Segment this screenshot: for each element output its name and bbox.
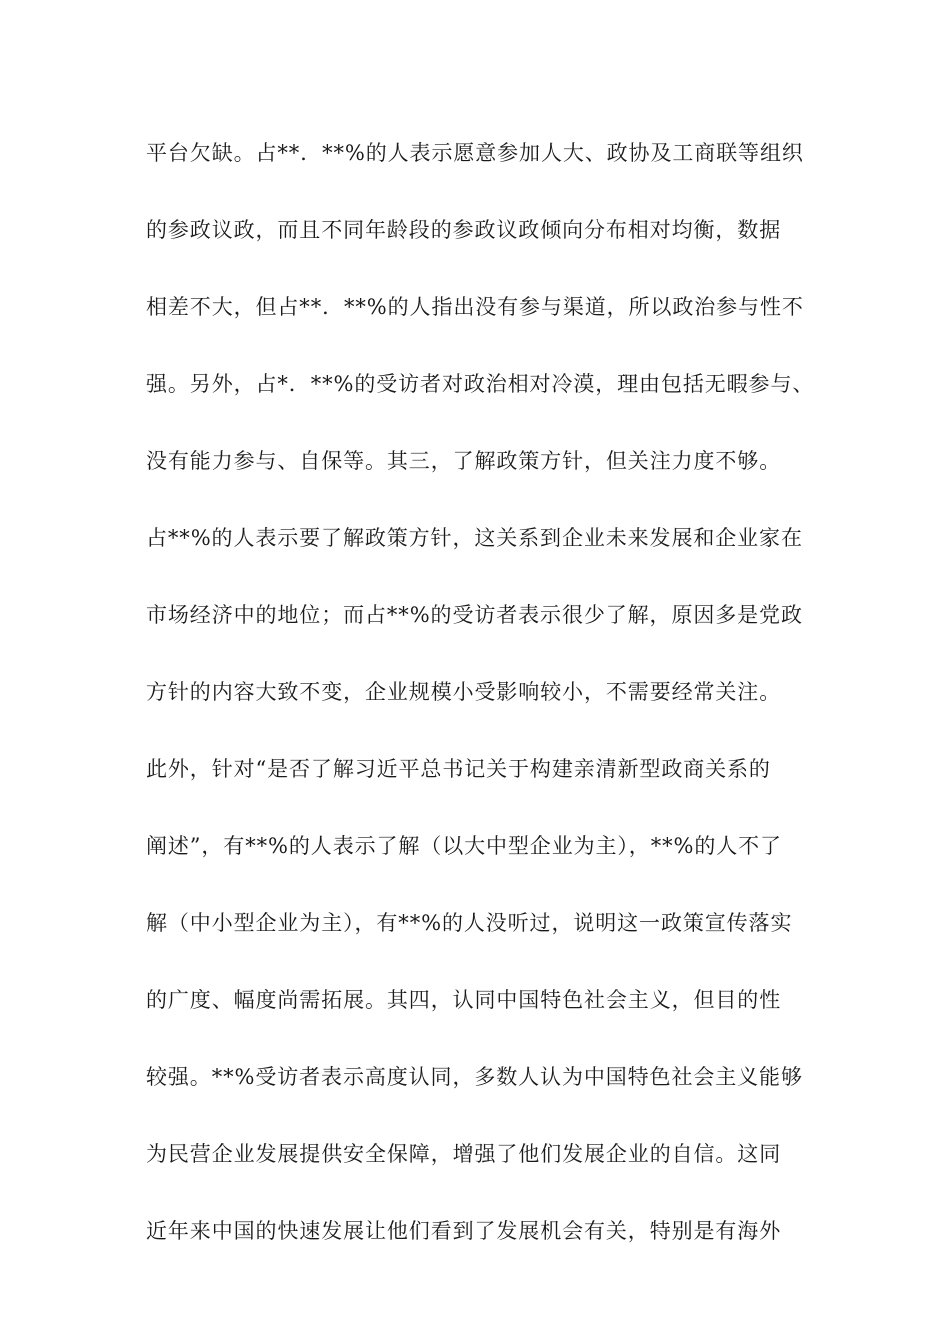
body-paragraph [146, 131, 816, 1286]
text-line: 强。另外，占*．**%的受访者对政治相对冷漠，理由包括无暇参与、 [146, 372, 815, 396]
text-line: 的参政议政，而且不同年龄段的参政议政倾向分布相对均衡，数据 [146, 218, 782, 242]
text-line: 市场经济中的地位；而占**%的受访者表示很少了解，原因多是党政 [146, 603, 803, 627]
text-line: 相差不大，但占**．**%的人指出没有参与渠道，所以政治参与性不 [146, 295, 804, 319]
text-line: 阐述”，有**%的人表示了解（以大中型企业为主），**%的人不了 [146, 834, 782, 858]
text-line: 解（中小型企业为主），有**%的人没听过，说明这一政策宣传落实 [146, 911, 793, 935]
text-line: 没有能力参与、自保等。其三，了解政策方针，但关注力度不够。 [146, 449, 782, 473]
text-line: 方针的内容大致不变，企业规模小受影响较小，不需要经常关注。 [146, 680, 782, 704]
text-line: 近年来中国的快速发展让他们看到了发展机会有关，特别是有海外 [146, 1219, 782, 1243]
text-line: 平台欠缺。占**．**%的人表示愿意参加人大、政协及工商联等组织 [146, 141, 804, 165]
text-line: 为民营企业发展提供安全保障，增强了他们发展企业的自信。这同 [146, 1142, 782, 1166]
text-line: 占**%的人表示要了解政策方针，这关系到企业未来发展和企业家在 [146, 526, 803, 550]
text-line: 此外，针对“是否了解习近平总书记关于构建亲清新型政商关系的 [146, 757, 771, 781]
text-line: 较强。**%受访者表示高度认同，多数人认为中国特色社会主义能够 [146, 1065, 803, 1089]
text-line: 的广度、幅度尚需拓展。其四，认同中国特色社会主义，但目的性 [146, 988, 782, 1012]
